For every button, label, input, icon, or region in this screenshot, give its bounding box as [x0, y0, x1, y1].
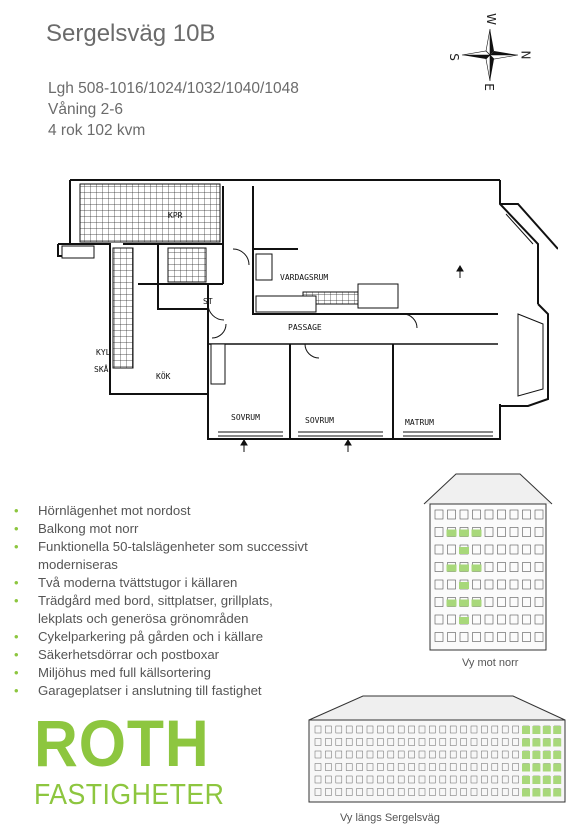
list-item: • Cykelparkering på gården och i källare — [14, 628, 314, 646]
compass-south: S — [446, 53, 461, 61]
list-item: • Garageplatser i anslutning till fastighet — [14, 682, 314, 700]
floor-plan — [48, 174, 558, 456]
room-bedroom2-label: SOVRUM — [305, 416, 334, 425]
room-kitchen-label: KÖK — [156, 372, 171, 381]
logo-line1: ROTH — [34, 706, 210, 780]
list-item: • Balkong mot norr — [14, 520, 314, 538]
list-item: • Säkerhetsdörrar och postboxar — [14, 646, 314, 664]
room-cold-label: KYL — [96, 348, 111, 357]
apartment-details — [48, 78, 299, 141]
elevation-street-image — [303, 690, 569, 805]
compass-rose-icon — [445, 6, 535, 96]
elevation-street-caption: Vy längs Sergelsväg — [340, 812, 440, 824]
list-item: • Hörnlägenhet mot nordost — [14, 502, 314, 520]
logo-line2: FASTIGHETER — [34, 779, 225, 811]
elevation-north-caption: Vy mot norr — [462, 657, 519, 669]
room-closet-kpr-label: KPR — [168, 211, 183, 220]
list-item: • Funktionella 50-talslägenheter som successivt moderniseras — [14, 538, 314, 573]
room-closet-st-label: ST — [203, 297, 213, 306]
compass-north: N — [518, 50, 533, 60]
feature-list — [14, 502, 314, 700]
list-item: • Två moderna tvättstugor i källaren — [14, 574, 314, 592]
roth-fastigheter-logo — [34, 706, 241, 811]
list-item: • Trädgård med bord, sittplatser, grillplats, lekplats och generösa grönområden — [14, 592, 314, 627]
list-item: • Miljöhus med full källsortering — [14, 664, 314, 682]
compass-east: E — [481, 83, 496, 91]
apartment-size: 4 rok 102 kvm — [48, 122, 146, 139]
page-title: Sergelsväg 10B — [46, 20, 216, 47]
elevation-north-image — [420, 470, 556, 652]
room-living-label: VARDAGSRUM — [280, 273, 329, 282]
room-dining-label: MATRUM — [405, 418, 434, 427]
room-passage-label: PASSAGE — [288, 323, 322, 332]
compass-west: W — [483, 13, 498, 25]
floor-range: Våning 2-6 — [48, 101, 123, 118]
room-bedroom1-label: SOVRUM — [231, 413, 260, 422]
apartment-numbers: Lgh 508-1016/1024/1032/1040/1048 — [48, 80, 299, 97]
room-freezer-label: SKÅ — [94, 365, 109, 374]
